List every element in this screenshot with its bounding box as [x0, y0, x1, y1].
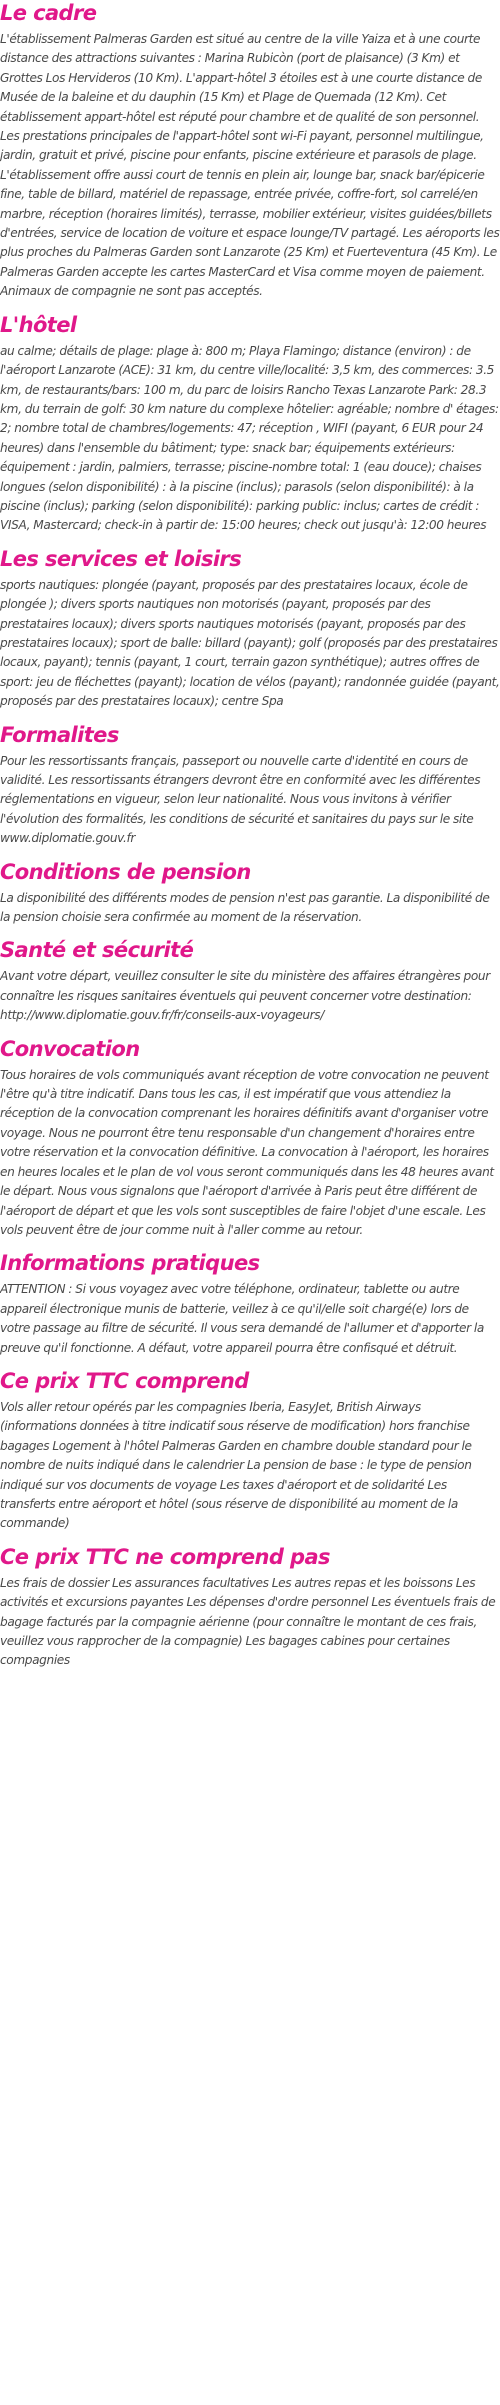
section-title: Santé et sécurité	[0, 938, 194, 963]
section-title: L'hôtel	[0, 312, 77, 337]
section-body: L'établissement Palmeras Garden est situé au centre de la ville Yaiza et à une courte distance des attractions suivantes : Marina Rubicòn (port de plaisance) (3 Km) et Grottes Los Hervideros (10 Km). L'appart-hôtel 3 étoiles est à une courte distance de Musée de la baleine et du dauphin (15 Km) et Plage de Quemada (12 Km). Cet établissement appart-hôtel est réputé pour chambre et de qualité de son personnel. Les prestations principales de l'appart-hôtel sont wi-Fi payant, personnel multilingue, jardin, gratuit et privé, piscine pour enfants, piscine extérieure et parasols de plage. L'établissement offre aussi court de tennis en plein air, lounge bar, snack bar/épicerie fine, table de billard, matériel de repassage, entrée privée, coffre-fort, sol carrelé/en marbre, réception (horaires limités), terrasse, mobilier extérieur, visites guidées/billets d'entrées, service de location de voiture et espace lounge/TV partagé. Les aéroports les plus proches du Palmeras Garden sont Lanzarote (25 Km) et Fuerteventura (45 Km). Le Palmeras Garden accepte les cartes MasterCard et Visa comme moyen de paiement. Animaux de compagnie ne sont pas acceptés.	[0, 32, 500, 299]
section-body: Avant votre départ, veuillez consulter le site du ministère des affaires étrangères pour connaître les risques sanitaires éventuels qui peuvent concerner votre destination: http://www.diplomatie.gouv.fr/fr/conseils-aux-voyageurs/	[0, 969, 490, 1023]
section-title: Formalites	[0, 722, 119, 747]
section-prix-ne-comprend-pas	[0, 1544, 500, 1671]
section-title: Ce prix TTC ne comprend pas	[0, 1544, 330, 1569]
section-conditions-pension	[0, 859, 500, 928]
section-body: Pour les ressortissants français, passeport ou nouvelle carte d'identité en cours de validité. Les ressortissants étrangers devront être en conformité avec les différentes réglementations en vigueur, selon leur nationalité. Nous vous invitons à vérifier l'évolution des formalités, les conditions de sécurité et sanitaires du pays sur le site www.diplomatie.gouv.fr	[0, 753, 481, 846]
section-body: sports nautiques: plongée (payant, proposés par des prestataires locaux, école de plongée ); divers sports nautiques non motorisés (payant, proposés par des prestataires locaux); divers sports nautiques motorisés (payant, proposés par des prestataires locaux); sport de balle: billard (payant); golf (proposés par des prestataires locaux, payant); tennis (payant, 1 court, terrain gazon synthétique); autres offres de sport: jeu de fléchettes (payant); location de vélos (payant); randonnée guidée (payant, proposés par des prestataires locaux); centre Spa	[0, 577, 500, 709]
section-title: Ce prix TTC comprend	[0, 1368, 249, 1393]
section-body: au calme; détails de plage: plage à: 800 m; Playa Flamingo; distance (environ) : de l'aéroport Lanzarote (ACE): 31 km, du centre ville/localité: 3,5 km, des commerces: 3.5 km, de restaurants/bars: 100 m, du parc de loisirs Rancho Texas Lanzarote Park: 28.3 km, du terrain de golf: 30 km nature du complexe hôtelier: agréable; nombre d' étages: 2; nombre total de chambres/logements: 47; réception , WIFI (payant, 6 EUR pour 24 heures) dans l'ensemble du bâtiment; type: snack bar; équipements extérieurs: équipement : jardin, palmiers, terrasse; piscine-nombre total: 1 (eau douce); chaises longues (selon disponibilité) : à la piscine (inclus); parasols (selon disponibilité): à la piscine (inclus); parking (selon disponibilité): parking public: inclus; cartes de crédit : VISA, Mastercard; check-in à partir de: 15:00 heures; check out jusqu'à: 12:00 heures	[0, 343, 499, 533]
section-services-loisirs	[0, 546, 500, 712]
section-body: Vols aller retour opérés par les compagnies Iberia, EasyJet, British Airways (informations données à titre indicatif sous réserve de modification) hors franchise bagages Logement à l'hôtel Palmeras Garden en chambre double standard pour le nombre de nuits indiqué dans le calendrier La pension de base : le type de pension indiqué sur vos documents de voyage Les taxes d'aéroport et de solidarité Les transferts entre aéroport et hôtel (sous réserve de disponibilité au moment de la commande)	[0, 1399, 472, 1531]
section-body: Les frais de dossier Les assurances facultatives Les autres repas et les boissons Les activités et excursions payantes Les dépenses d'ordre personnel Les éventuels frais de bagage facturés par la compagnie aérienne (pour connaître le montant de ces frais, veuillez vous rapprocher de la compagnie) Les bagages cabines pour certaines compagnies	[0, 1575, 496, 1668]
section-formalites	[0, 722, 500, 849]
section-convocation	[0, 1036, 500, 1241]
section-title: Les services et loisirs	[0, 546, 242, 571]
section-informations-pratiques	[0, 1250, 500, 1358]
section-body: Tous horaires de vols communiqués avant réception de votre convocation ne peuvent l'être qu'à titre indicatif. Dans tous les cas, il est impératif que vous attendiez la réception de la convocation comprenant les horaires définitifs avant d'organiser votre voyage. Nous ne pourront être tenu responsable d'un changement d'horaires entre votre réservation et la convocation définitive. La convocation à l'aéroport, les horaires en heures locales et le plan de vol vous seront communiqués dans les 48 heures avant le départ. Nous vous signalons que l'aéroport d'arrivée à Paris peut être différent de l'aéroport de départ et que les vols sont susceptibles de faire l'objet d'une escale. Les vols peuvent être de jour comme nuit à l'aller comme au retour.	[0, 1067, 494, 1237]
section-title: Convocation	[0, 1036, 140, 1061]
section-body: ATTENTION : Si vous voyagez avec votre téléphone, ordinateur, tablette ou autre appareil électronique munis de batterie, veillez à ce qu'il/elle soit chargé(e) lors de votre passage au filtre de sécurité. Il vous sera demandé de l'allumer et d'apporter la preuve qu'il fonctionne. A défaut, votre appareil pourra être confisqué et détruit.	[0, 1282, 484, 1355]
section-prix-comprend	[0, 1368, 500, 1534]
section-body: La disponibilité des différents modes de pension n'est pas garantie. La disponibilité de la pension choisie sera confirmée au moment de la réservation.	[0, 890, 490, 925]
section-title: Conditions de pension	[0, 859, 251, 884]
section-title: Le cadre	[0, 1, 97, 25]
section-le-cadre	[0, 0, 500, 302]
section-l-hotel	[0, 312, 500, 536]
section-sante-securite	[0, 937, 500, 1025]
section-title: Informations pratiques	[0, 1251, 260, 1276]
